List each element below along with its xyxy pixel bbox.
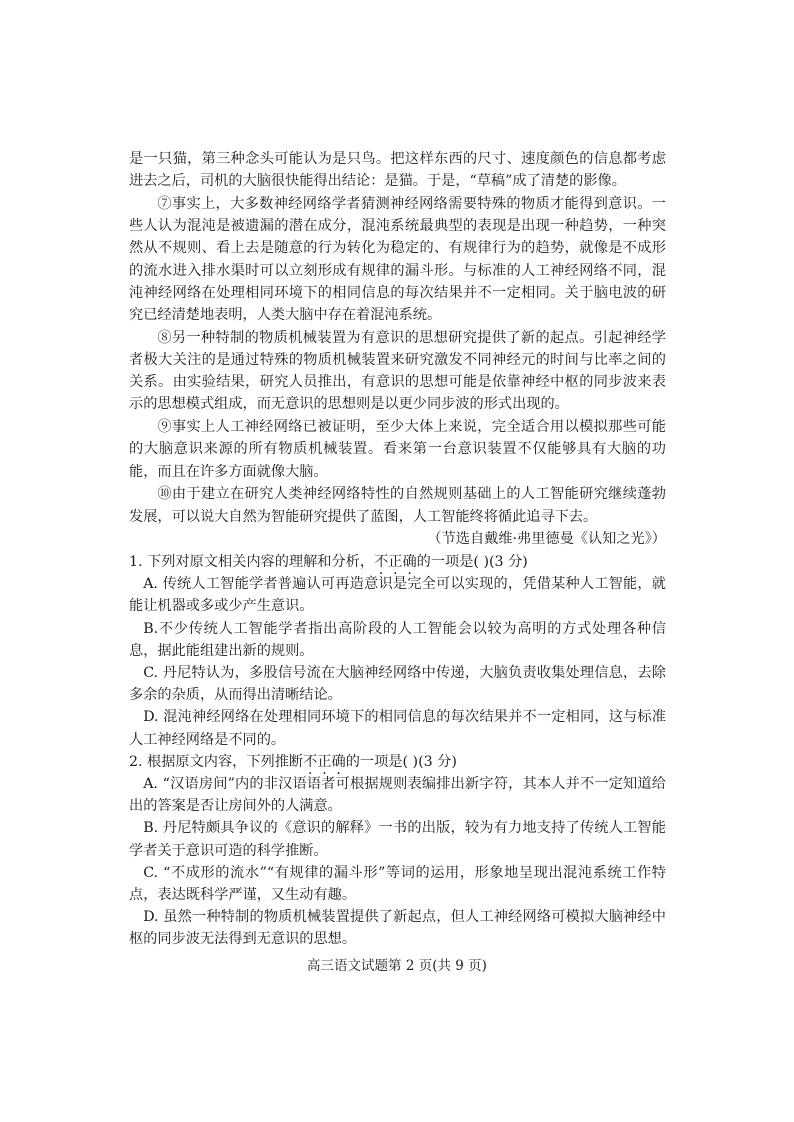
paragraph-7: ⑦事实上，大多数神经网络学者猜测神经网络需要特殊的物质才能得到意识。一些人认为混沌是被遗漏的潜在成分，混沌系统最典型的表现是出现一种趋势，一种突然从不规则、看上去是随意的行为转化为稳定的、有规律行为的趋势，就像是不成形的流水进入排水渠时可以立刻形成有规律的漏斗形。与标准的人工神经网络不同，混沌神经网络在处理相同环境下的相同信息的每次结果并不一定相同。关于脑电波的研究已经清楚地表明，人类大脑中存在着混沌系统。 [129,196,666,324]
question-1-option-a: A. 传统人工智能学者普遍认可再造意识是完全可以实现的，凭借某种人工智能，就能让机器或多或少产生意识。 [129,576,666,615]
question-1-stem [129,551,666,573]
question-2-stem-post: 的一项是( )(3 分) [345,753,457,770]
paragraph-continuation: 是一只猫，第三种念头可能认为是只鸟。把这样东西的尺寸、速度颜色的信息都考虑进去之后，司机的大脑很快能得出结论：是猫。于是，“草稿”成了清楚的影像。 [129,151,666,190]
question-2-stem [129,751,666,773]
question-2-emphasis-char-2: 正 [317,753,332,770]
paragraph-9: ⑨事实上人工神经网络已被证明，至少大体上来说，完全适合用以模拟那些可能的大脑意识来源的所有物质机械装置。看来第一台意识装置不仅能够具有大脑的功能，而且在许多方面就像大脑。 [129,419,666,480]
question-1-option-b: B.不少传统人工智能学者指出高阶段的人工智能会以较为高明的方式处理各种信息，据此能组建出新的规则。 [129,620,666,659]
question-1-emphasis-char-1: 不 [374,554,389,571]
question-2-option-d: D. 虽然一种特制的物质机械装置提供了新起点，但人工神经网络可模拟大脑神经中枢的同步波无法得到无意识的思想。 [129,909,666,948]
question-2-option-a: A. “汉语房间”内的非汉语语者可根据规则表编排出新字符，其本人并不一定知道给出的答案是否让房间外的人满意。 [129,776,666,815]
exam-body [129,148,666,951]
question-2-option-c: C. “不成形的流水”“有规律的漏斗形”等词的运用，形象地呈现出混沌系统工作特点，表达既科学严谨，又生动有趣。 [129,864,666,904]
question-2-emphasis-char-1: 不 [303,753,318,770]
question-1-option-c: C. 丹尼特认为，多股信号流在大脑神经网络中传递，大脑负责收集处理信息，去除多余的杂质，从而得出清晰结论。 [129,665,666,704]
question-1-stem-post: 的一项是( )(3 分) [416,554,528,571]
question-1-emphasis-char-3: 确 [402,554,417,571]
paragraph-10: ⑩由于建立在研究人类神经网络特性的自然规则基础上的人工智能研究继续蓬勃发展，可以说大自然为智能研究提供了蓝图，人工智能终将循此追寻下去。 [129,486,666,525]
page-footer: 高三语文试题第 2 页(共 9 页) [307,958,487,974]
question-1-option-d: D. 混沌神经网络在处理相同环境下的相同信息的每次结果并不一定相同，这与标准人工神经网络是不同的。 [129,709,666,748]
question-2-emphasis-char-3: 确 [331,753,346,770]
question-2-stem-pre: 2. 根据原文内容，下列推断 [129,753,304,770]
question-2-option-b: B. 丹尼特颇具争议的《意识的解释》一书的出版，较为有力地支持了传统人工智能学者关于意识可造的科学推断。 [129,820,666,859]
question-1-emphasis-char-2: 正 [388,554,403,571]
paragraph-8: ⑧另一种特制的物质机械装置为有意识的思想研究提供了新的起点。引起神经学者极大关注的是通过特殊的物质机械装置来研究激发不同神经元的时间与比率之间的关系。由实验结果，研究人员推出，有意识的思想可能是依靠神经中枢的同步波来表示的思想模式组成，而无意识的思想则是以更少同步波的形式出现的。 [129,329,666,413]
question-1-stem-pre: 1. 下列对原文相关内容的理解和分析， [129,554,375,571]
source-citation: （节选自戴维·弗里德曼《认知之光》） [427,531,666,548]
